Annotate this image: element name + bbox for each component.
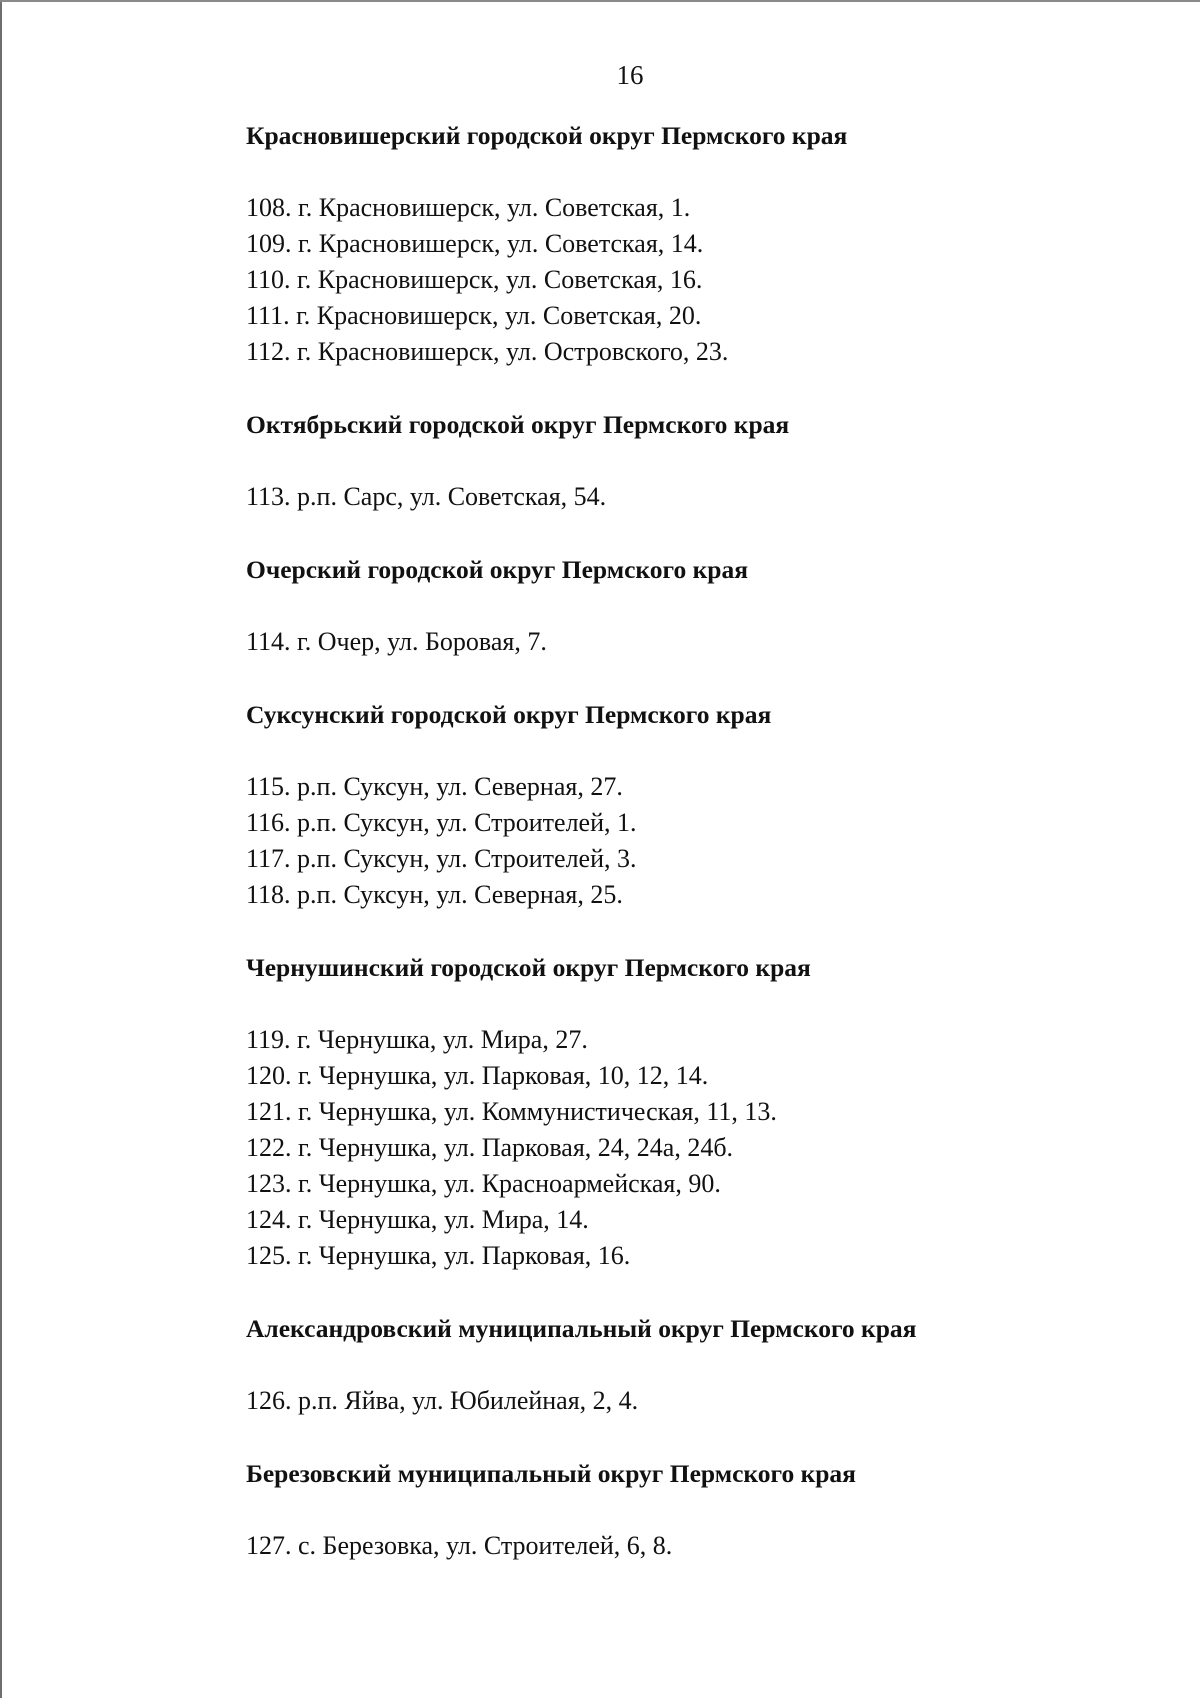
address-entry: 109. г. Красновишерск, ул. Советская, 14. [246, 229, 704, 258]
address-list [246, 190, 1126, 370]
address-list [246, 769, 1126, 913]
address-section [246, 697, 1126, 913]
address-entry: 115. р.п. Суксун, ул. Северная, 27. [246, 772, 623, 801]
section-heading: Чернушинский городской округ Пермского края [246, 953, 811, 982]
address-list [246, 1383, 1126, 1419]
address-entry: 125. г. Чернушка, ул. Парковая, 16. [246, 1241, 631, 1270]
section-heading: Александровский муниципальный округ Пермского края [246, 1314, 917, 1343]
address-entry: 124. г. Чернушка, ул. Мира, 14. [246, 1205, 589, 1234]
scan-edge-top [0, 0, 1200, 2]
address-entry: 127. с. Березовка, ул. Строителей, 6, 8. [246, 1531, 673, 1560]
address-entry: 119. г. Чернушка, ул. Мира, 27. [246, 1025, 588, 1054]
section-heading: Красновишерский городской округ Пермского края [246, 121, 848, 150]
address-section [246, 552, 1126, 660]
address-entry: 111. г. Красновишерск, ул. Советская, 20. [246, 301, 702, 330]
address-entry: 121. г. Чернушка, ул. Коммунистическая, 11, 13. [246, 1097, 777, 1126]
address-list [246, 1528, 1126, 1564]
address-section [246, 1456, 1126, 1564]
document-body [246, 118, 1126, 1601]
address-section [246, 407, 1126, 515]
address-section [246, 950, 1126, 1274]
address-entry: 123. г. Чернушка, ул. Красноармейская, 90. [246, 1169, 721, 1198]
address-section [246, 1311, 1126, 1419]
address-entry: 117. р.п. Суксун, ул. Строителей, 3. [246, 844, 637, 873]
address-entry: 113. р.п. Сарс, ул. Советская, 54. [246, 482, 607, 511]
section-heading: Октябрьский городской округ Пермского края [246, 410, 790, 439]
section-heading: Суксунский городской округ Пермского края [246, 700, 772, 729]
address-entry: 112. г. Красновишерск, ул. Островского, 23. [246, 337, 729, 366]
address-list [246, 624, 1126, 660]
address-entry: 114. г. Очер, ул. Боровая, 7. [246, 627, 547, 656]
address-entry: 108. г. Красновишерск, ул. Советская, 1. [246, 193, 691, 222]
address-entry: 110. г. Красновишерск, ул. Советская, 16. [246, 265, 703, 294]
address-entry: 118. р.п. Суксун, ул. Северная, 25. [246, 880, 623, 909]
scan-edge-left [0, 0, 2, 1698]
address-entry: 122. г. Чернушка, ул. Парковая, 24, 24а, 24б. [246, 1133, 734, 1162]
address-entry: 116. р.п. Суксун, ул. Строителей, 1. [246, 808, 637, 837]
address-section [246, 118, 1126, 370]
address-list [246, 479, 1126, 515]
section-heading: Березовский муниципальный округ Пермского края [246, 1459, 856, 1488]
address-entry: 126. р.п. Яйва, ул. Юбилейная, 2, 4. [246, 1386, 639, 1415]
address-list [246, 1022, 1126, 1274]
page-number: 16 [616, 60, 644, 90]
address-entry: 120. г. Чернушка, ул. Парковая, 10, 12, 14. [246, 1061, 709, 1090]
section-heading: Очерский городской округ Пермского края [246, 555, 748, 584]
